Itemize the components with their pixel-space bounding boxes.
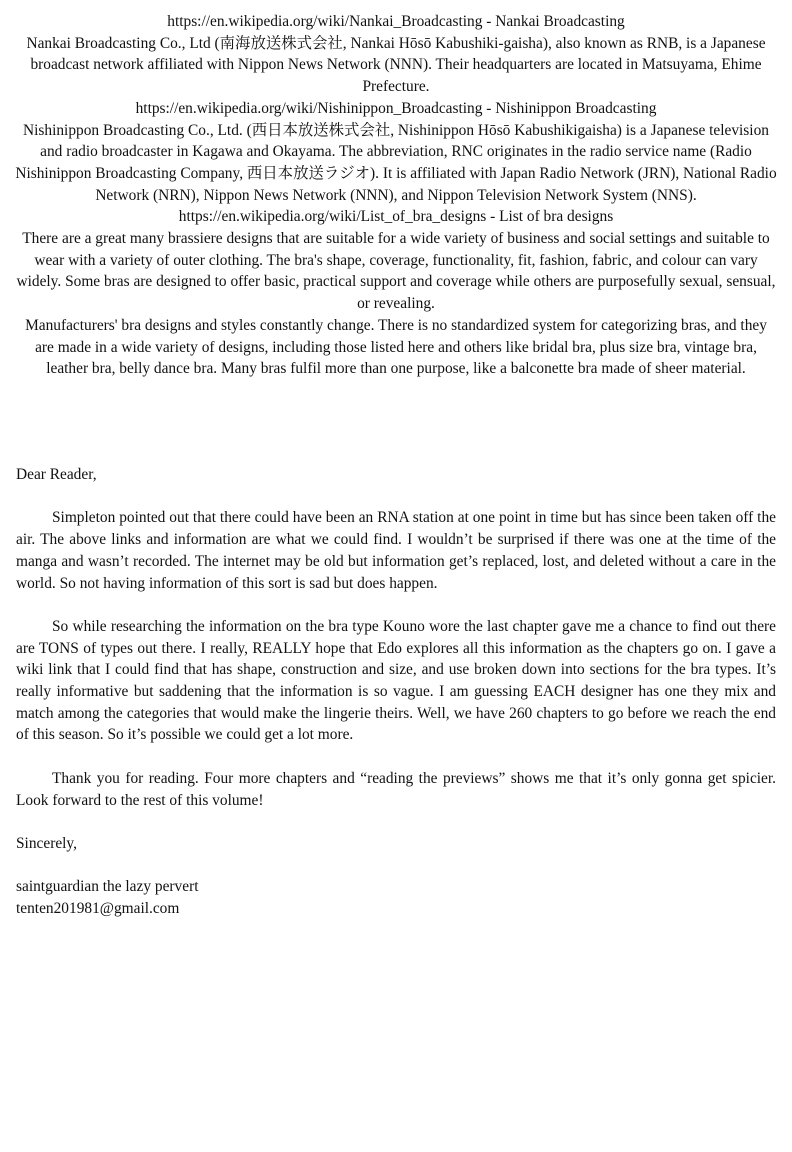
reference-text-bra-designs-2: Manufacturers' bra designs and styles constantly change. There is no standardized system for categorizing bras, and they are made in a wide variety of designs, including those listed here and others like bridal bra, plus size bra, vintage bra, leather bra, belly dance bra. Many bras fulfil more than one purpose, like a balconette bra made of sheer material.: [25, 316, 767, 378]
reference-text-nishinippon: Nishinippon Broadcasting Co., Ltd. (西日本放送株式会社, Nishinippon Hōsō Kabushikigaisha) is a Japanese television and radio broadcaster in Kagawa and Okayama. The abbreviation, RNC originates in the radio service name (Radio Nishinippon Broadcasting Company, 西日本放送ラジオ). It is affiliated with Japan Radio Network (JRN), National Radio Network (NRN), Nippon News Network (NNN), and Nippon Television Network System (NNS).: [15, 121, 777, 204]
letter-block: [16, 464, 776, 920]
reference-url-bra-designs: https://en.wikipedia.org/wiki/List_of_bra_designs - List of bra designs: [178, 208, 614, 226]
references-block: [14, 11, 778, 380]
reference-text-bra-designs: There are a great many brassiere designs that are suitable for a wide variety of business and social settings and suitable to wear with a variety of outer clothing. The bra's shape, coverage, functionality, fit, fashion, fabric, and colour can vary widely. Some bras are designed to offer basic, practical support and coverage while others are purposefully sexual, sensual, or revealing.: [16, 230, 776, 313]
signature-name: saintguardian the lazy pervert: [16, 878, 199, 896]
letter-paragraph-3: Thank you for reading. Four more chapters and “reading the previews” shows me that it’s only gonna get spicier. Look forward to the rest of this volume!: [16, 769, 776, 809]
reference-url-nishinippon: https://en.wikipedia.org/wiki/Nishinippon_Broadcasting - Nishinippon Broadcasting: [135, 99, 657, 117]
signature-email: tenten201981@gmail.com: [16, 899, 180, 917]
salutation: Dear Reader,: [16, 466, 97, 483]
letter-paragraph-2: So while researching the information on the bra type Kouno wore the last chapter gave me a chance to find out there are TONS of types out there. I really, REALLY hope that Edo explores all this information as the chapters go on. I gave a wiki link that I could find that has shape, construction and size, and use broken down into sections for the bra types. It’s really informative but saddening that the information is so vague. I am guessing EACH designer has one they mix and match among the categories that would make the lingerie theirs. Well, we have 260 chapters to go before we reach the end of this season. So it’s possible we could get a lot more.: [16, 617, 776, 744]
reference-text-nankai: Nankai Broadcasting Co., Ltd (南海放送株式会社, Nankai Hōsō Kabushiki-gaisha), also known as RNB, is a Japanese broadcast network affiliated with Nippon News Network (NNN). Their headquarters are located in Matsuyama, Ehime Prefecture.: [26, 34, 766, 96]
letter-paragraph-1: Simpleton pointed out that there could have been an RNA station at one point in time but has since been taken off the air. The above links and information are what we could find. I wouldn’t be surprised if there was one at the time of the manga and wasn’t recorded. The internet may be old but information get’s replaced, lost, and deleted without a care in the world. So not having information of this sort is sad but does happen.: [16, 509, 776, 592]
reference-url-nankai: https://en.wikipedia.org/wiki/Nankai_Broadcasting - Nankai Broadcasting: [167, 13, 625, 30]
closing: Sincerely,: [16, 834, 77, 852]
